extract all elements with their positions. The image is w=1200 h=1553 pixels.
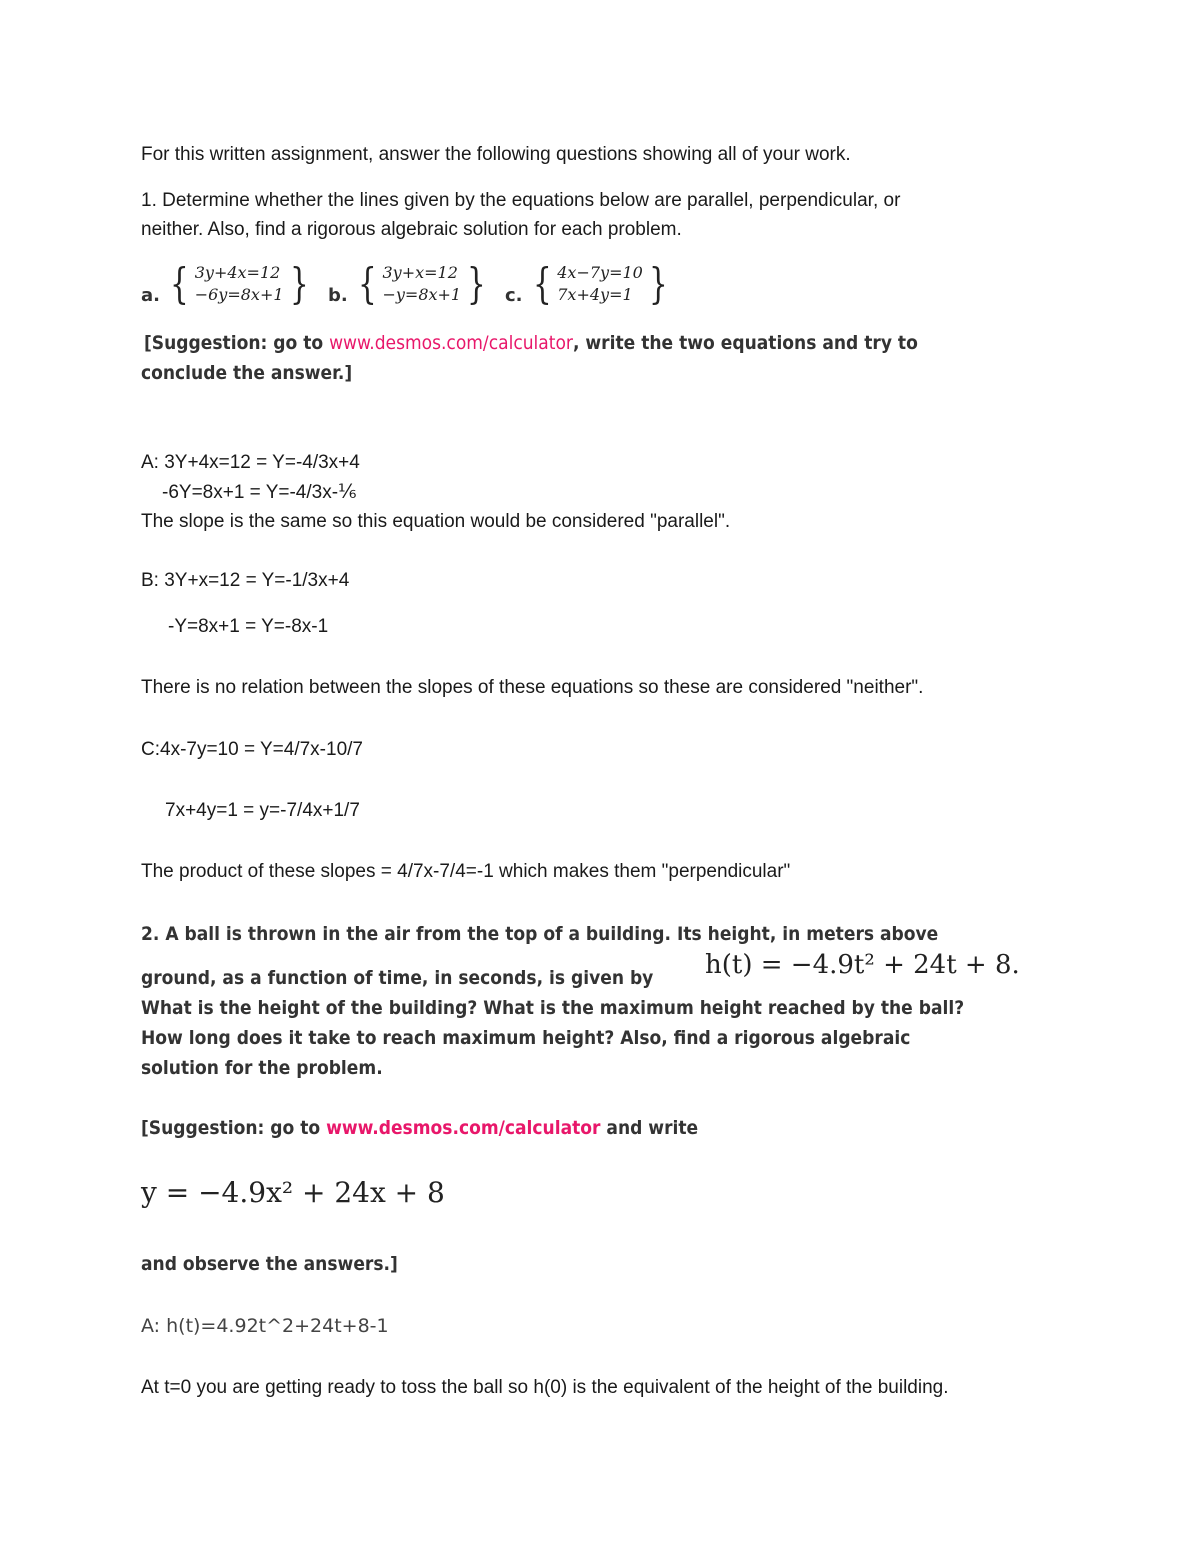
suggestion-1 — [144, 328, 918, 358]
system-a-eq1: 3y+4x=12 — [194, 263, 281, 282]
system-b-eq1: 3y+x=12 — [382, 263, 458, 282]
right-brace-icon: } — [648, 259, 668, 308]
question-2-answer-value: h(t)=4.92t^2+24t+8-1 — [166, 1315, 389, 1337]
system-c-label: c. — [505, 285, 523, 306]
system-a-eq2: −6y=8x+1 — [194, 285, 284, 304]
intro-text: For this written assignment, answer the following questions showing all of your work. — [141, 144, 851, 165]
suggestion-1-line-2: conclude the answer.] — [141, 362, 353, 384]
system-b-label: b. — [328, 285, 348, 306]
suggestion-1-suffix: , write the two equations and try to — [572, 332, 918, 354]
answer-b-line-1: B: 3Y+x=12 = Y=-1/3x+4 — [141, 570, 350, 591]
question-2-answer — [141, 1314, 389, 1338]
answer-c-conclusion: The product of these slopes = 4/7x-7/4=-1 which makes them "perpendicular" — [141, 861, 791, 882]
suggestion-2-suffix: and write — [600, 1117, 699, 1139]
answer-a-line-2: -6Y=8x+1 = Y=-4/3x-⅙ — [162, 482, 357, 503]
system-c — [505, 259, 672, 308]
question-1-line-1: 1. Determine whether the lines given by the equations below are parallel, perpendicular, or — [141, 190, 901, 211]
question-2-line-2-text: ground, as a function of time, in seconds, is given by — [141, 967, 654, 989]
question-2-answer-label: A: — [141, 1315, 167, 1337]
quadratic-equation: y = −4.9x² + 24x + 8 — [141, 1176, 445, 1209]
desmos-link[interactable]: www.desmos.com/calculator — [329, 332, 573, 354]
question-2-line-5: solution for the problem. — [141, 1057, 383, 1079]
right-brace-icon: } — [467, 259, 486, 308]
system-b-eq2: −y=8x+1 — [382, 285, 462, 304]
left-brace-icon: { — [169, 259, 189, 308]
left-brace-icon: { — [532, 259, 552, 308]
height-formula: h(t) = −4.9t² + 24t + 8. — [705, 950, 1020, 980]
question-2-line-4: How long does it take to reach maximum height? Also, find a rigorous algebraic — [141, 1027, 911, 1049]
answer-c-line-2: 7x+4y=1 = y=-7/4x+1/7 — [165, 800, 360, 821]
suggestion-2 — [141, 1113, 698, 1143]
answer-a-conclusion: The slope is the same so this equation would be considered "parallel". — [141, 511, 731, 532]
answer-b-line-2: -Y=8x+1 = Y=-8x-1 — [168, 616, 329, 637]
system-a-label: a. — [141, 285, 160, 306]
left-brace-icon: { — [357, 259, 377, 308]
suggestion-2-prefix: [Suggestion: go to — [141, 1117, 327, 1139]
final-text: At t=0 you are getting ready to toss the ball so h(0) is the equivalent of the height of the building. — [141, 1377, 949, 1398]
height-formula-text: h(t) = −4.9t² + 24t + 8 — [705, 950, 1012, 980]
system-c-eq1: 4x−7y=10 — [557, 263, 643, 282]
question-2-line-3: What is the height of the building? What is the maximum height reached by the ball? — [141, 997, 965, 1019]
question-2-line-2 — [141, 963, 653, 993]
system-c-eq2: 7x+4y=1 — [557, 285, 633, 304]
system-a — [141, 259, 312, 308]
system-b — [328, 259, 490, 308]
answer-c-line-1: C:4x-7y=10 = Y=4/7x-10/7 — [141, 739, 363, 760]
question-1-line-2: neither. Also, find a rigorous algebraic solution for each problem. — [141, 219, 682, 240]
answer-b-conclusion: There is no relation between the slopes of these equations so these are considered "neither". — [141, 677, 924, 698]
desmos-link-2[interactable]: www.desmos.com/calculator — [326, 1117, 601, 1139]
answer-a-line-1: A: 3Y+4x=12 = Y=-4/3x+4 — [141, 452, 360, 473]
right-brace-icon: } — [289, 259, 309, 308]
suggestion-1-prefix: [Suggestion: go to — [144, 332, 330, 354]
question-2-line-1: 2. A ball is thrown in the air from the top of a building. Its height, in meters above — [141, 923, 939, 945]
observe-text: and observe the answers.] — [141, 1253, 398, 1275]
